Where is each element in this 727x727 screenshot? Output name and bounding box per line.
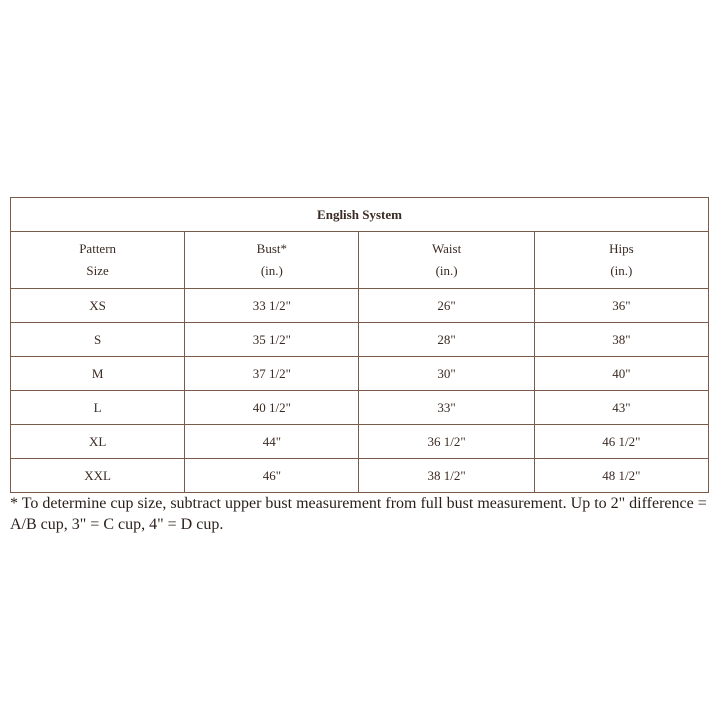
- header-pattern-size-line2: Size: [86, 263, 109, 278]
- table-title: English System: [11, 198, 709, 232]
- cell-hips: 40": [534, 357, 708, 391]
- cell-bust: 40 1/2": [185, 391, 359, 425]
- cell-bust: 46": [185, 459, 359, 493]
- table-row: [11, 323, 709, 357]
- header-waist-line2: (in.): [435, 263, 458, 278]
- table-header-row: [11, 232, 709, 289]
- cup-size-footnote: * To determine cup size, subtract upper bust measurement from full bust measurement. Up to 2" difference = A/B cup, 3" = C cup, 4" = D cup.: [10, 495, 707, 533]
- cell-waist: 28": [359, 323, 534, 357]
- header-bust-line1: Bust*: [256, 241, 288, 256]
- cell-waist: 26": [359, 289, 534, 323]
- cell-hips: 36": [534, 289, 708, 323]
- header-hips-line1: Hips: [609, 241, 634, 256]
- cell-bust: 35 1/2": [185, 323, 359, 357]
- header-bust-line2: (in.): [260, 263, 283, 278]
- header-hips-line2: (in.): [610, 263, 633, 278]
- cell-hips: 43": [534, 391, 708, 425]
- table-row: [11, 459, 709, 493]
- cell-size: XS: [11, 289, 185, 323]
- table-row: [11, 357, 709, 391]
- cell-waist: 36 1/2": [359, 425, 534, 459]
- cell-hips: 46 1/2": [534, 425, 708, 459]
- header-waist: [359, 232, 534, 289]
- header-waist-line1: Waist: [431, 241, 462, 256]
- cell-hips: 38": [534, 323, 708, 357]
- cell-size: M: [11, 357, 185, 391]
- cell-waist: 30": [359, 357, 534, 391]
- cell-waist: 38 1/2": [359, 459, 534, 493]
- header-pattern-size: [11, 232, 185, 289]
- cell-bust: 33 1/2": [185, 289, 359, 323]
- cell-size: S: [11, 323, 185, 357]
- table-row: [11, 425, 709, 459]
- header-bust: [185, 232, 359, 289]
- cell-bust: 44": [185, 425, 359, 459]
- table-row: [11, 289, 709, 323]
- size-chart-table: [10, 197, 709, 493]
- cell-size: XXL: [11, 459, 185, 493]
- cell-waist: 33": [359, 391, 534, 425]
- cell-size: L: [11, 391, 185, 425]
- header-pattern-size-line1: Pattern: [79, 241, 117, 256]
- cell-size: XL: [11, 425, 185, 459]
- cell-hips: 48 1/2": [534, 459, 708, 493]
- table-row: [11, 391, 709, 425]
- header-hips: [534, 232, 708, 289]
- cell-bust: 37 1/2": [185, 357, 359, 391]
- table-title-row: [11, 198, 709, 232]
